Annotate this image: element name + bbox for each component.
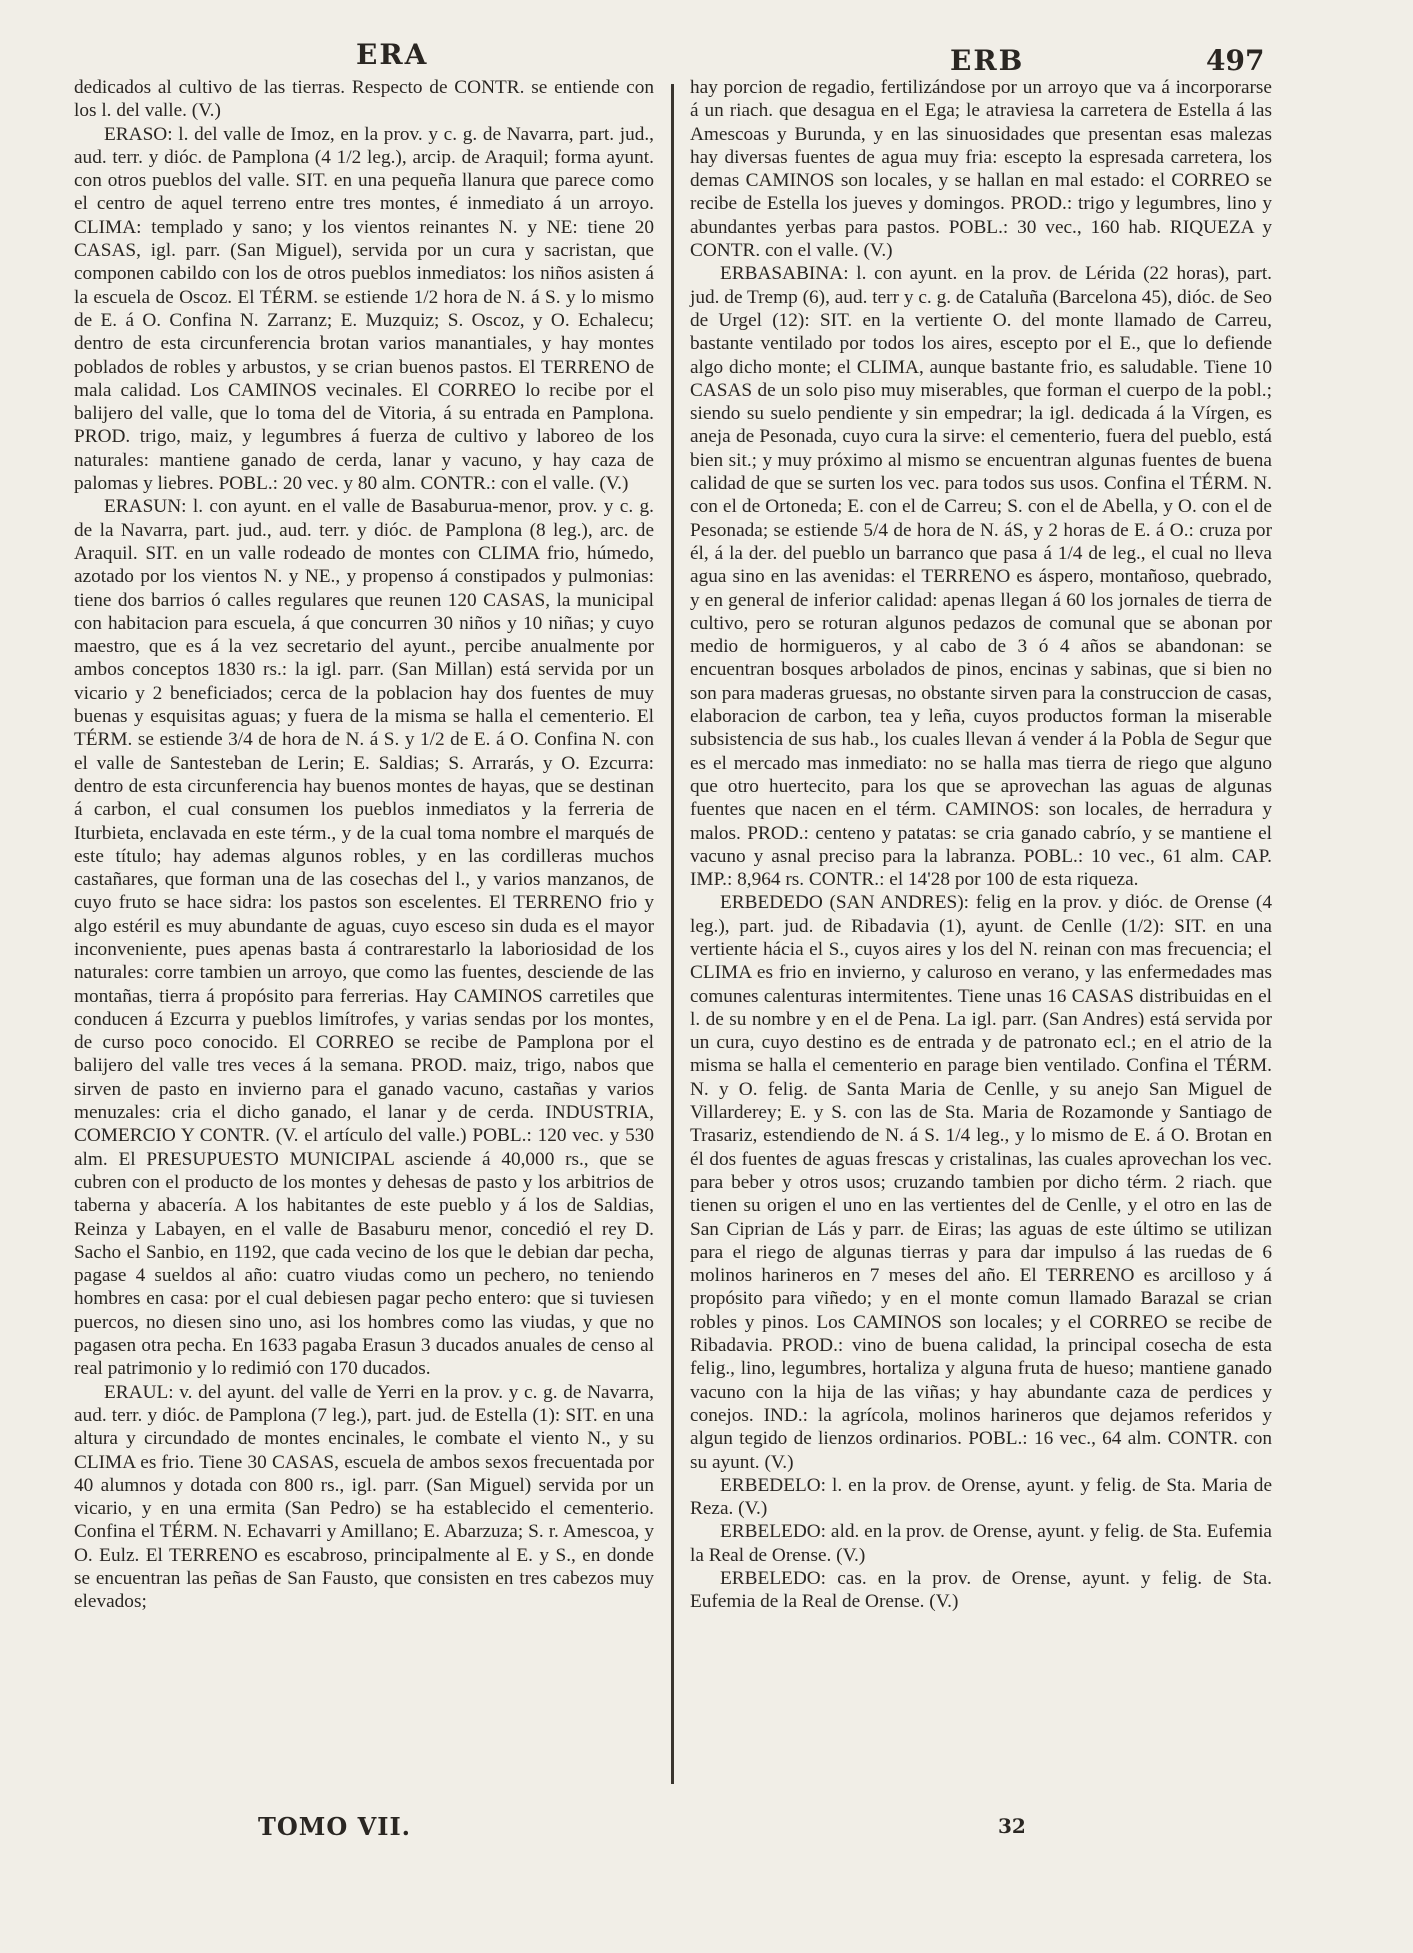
continued-paragraph: dedicados al cultivo de las tierras. Respecto de CONTR. se entiende con los l. del valle. (V.) bbox=[74, 77, 654, 122]
entry-eraso: ERASO: l. del valle de Imoz, en la prov. y c. g. de Navarra, part. jud., aud. terr. y dióc. de Pamplona (4 1/2 leg.), arcip. de Araquil; forma ayunt. con otros pueblos del valle. SIT. en una pequeña llanura que parece como el centro de aquel terreno entre tres montes, é inmediato á un arroyo. CLIMA: templado y sano; y los vientos reinantes N. y NE: tiene 20 CASAS, igl. parr. (San Miguel), servida por un cura y sacristan, que componen cabildo con los de otros pueblos inmediatos: los niños asisten á la escuela de Oscoz. El TÉRM. se estiende 1/2 hora de N. á S. y lo mismo de E. á O. Confina N. Zarranz; E. Muzquiz; S. Oscoz, y O. Echalecu; dentro de esta circunferencia brotan varios manantiales, y hay montes poblados de robles y arbustos, y se crian buenos pastos. El TERRENO de mala calidad. Los CAMINOS vecinales. El CORREO lo recibe por el balijero del valle, que lo toma del de Vitoria, á su entrada en Pamplona. PROD. trigo, maiz, y legumbres á fuerza de cultivo y laboreo de los naturales: mantiene ganado de cerda, lanar y vacuno, y hay caza de palomas y liebres. POBL.: 20 vec. y 80 alm. CONTR.: con el valle. (V.) bbox=[74, 123, 654, 495]
volume-label: TOMO VII. bbox=[258, 1812, 412, 1841]
entry-erbasabina: ERBASABINA: l. con ayunt. en la prov. de Lérida (22 horas), part. jud. de Tremp (6), aud. terr y c. g. de Cataluña (Barcelona 45), dióc. de Seo de Urgel (12): SIT. en la vertiente O. del monte llamado de Carreu, bastante ventilado por todos los aires, escepto por el E., que lo defiende algo dicho monte; el CLIMA, aunque bastante frio, es saludable. Tiene 10 CASAS de un solo piso muy miserables, que forman el cuerpo de la pobl.; siendo su suelo pendiente y sin empedrar; la igl. dedicada á la Vírgen, es aneja de Pesonada, cuyo cura la sirve: el cementerio, fuera del pueblo, está bien sit.; y muy próximo al mismo se encuentran algunas fuentes de buena calidad de que se surten los vec. para todos sus usos. Confina el TÉRM. N. con el de Ortoneda; E. con el de Carreu; S. con el de Abella, y O. con el de Pesonada; se estiende 5/4 de hora de N. áS, y 2 horas de E. á O.: cruza por él, á la der. del pueblo un barranco que pasa á 1/4 de leg., el cual no lleva agua sino en las avenidas: el TERRENO es áspero, montañoso, quebrado, y en general de inferior calidad: apenas llegan á 60 los jornales de tierra de cultivo, pero se roturan algunos pedazos de comunal que se abonan por medio de hormigueros, y al cabo de 3 ó 4 años se abandonan: se encuentran bosques arbolados de pinos, encinas y sabinas, que si bien no son para maderas gruesas, no obstante sirven para la construccion de casas, elaboracion de carbon, tea y leña, cuyos productos forman la miserable subsistencia de sus hab., los cuales llevan á vender á la Pobla de Segur que es el mercado mas inmediato: no se halla mas tierra de riego que alguno que otro huertecito, para los que se aprovechan las aguas de algunas fuentes que nacen en el térm. CAMINOS: son locales, de herradura y malos. PROD.: centeno y patatas: se cria ganado cabrío, y se mantiene el vacuno y asnal preciso para la labranza. POBL.: 10 vec., 61 alm. CAP. IMP.: 8,964 rs. CONTR.: el 14'28 por 100 de esta riqueza. bbox=[690, 263, 1272, 891]
continued-paragraph: hay porcion de regadio, fertilizándose por un arroyo que va á incorporarse á un riach. que desagua en el Ega; le atraviesa la carretera de Estella á las Amescoas y Burunda, y en las sinuosidades que presentan esas malezas hay diversas fuentes de agua muy fria: escepto la espresada carretera, los demas CAMINOS son locales, y se hallan en mal estado: el CORREO se recibe de Estella los jueves y domingos. PROD.: trigo y legumbres, lino y abundantes yerbas para pastos. POBL.: 30 vec., 160 hab. RIQUEZA y CONTR. con el valle. (V.) bbox=[690, 77, 1272, 262]
entry-erbeledo-cas: ERBELEDO: cas. en la prov. de Orense, ayunt. y felig. de Sta. Eufemia de la Real de Orense. (V.) bbox=[690, 1568, 1272, 1613]
right-column bbox=[690, 76, 1272, 1614]
entry-erbedelo: ERBEDELO: l. en la prov. de Orense, ayunt. y felig. de Sta. Maria de Reza. (V.) bbox=[690, 1474, 1272, 1520]
left-column bbox=[74, 76, 654, 1614]
entry-erbeledo-ald: ERBELEDO: ald. en la prov. de Orense, ayunt. y felig. de Sta. Eufemia la Real de Orense. (V.) bbox=[690, 1521, 1272, 1566]
column-divider bbox=[671, 84, 674, 1784]
signature-mark: 32 bbox=[998, 1814, 1026, 1838]
running-head-right: ERB bbox=[950, 44, 1025, 77]
entry-erasun: ERASUN: l. con ayunt. en el valle de Basaburua-menor, prov. y c. g. de la Navarra, part. jud., aud. terr. y dióc. de Pamplona (8 leg.), arc. de Araquil. SIT. en un valle rodeado de montes con CLIMA frio, húmedo, azotado por los vientos N. y NE., y propenso á constipados y pulmonias: tiene dos barrios ó calles regulares que reunen 120 CASAS, la municipal con habitacion para escuela, á que concurren 30 niños y 10 niñas; y cuyo maestro, que es á la vez secretario del ayunt., percibe anualmente por ambos conceptos 1830 rs.: la igl. parr. (San Millan) está servida por un vicario y 2 beneficiados; cerca de la poblacion hay dos fuentes de muy buenas y esquisitas aguas; y fuera de la misma se halla el cementerio. El TÉRM. se estiende 3/4 de hora de N. á S. y 1/2 de E. á O. Confina N. con el valle de Santesteban de Lerin; E. Saldias; S. Arrarás, y O. Ezcurra: dentro de esta circunferencia hay buenos montes de hayas, que se destinan á carbon, el cual consumen los pueblos inmediatos y la ferreria de Iturbieta, enclavada en este térm., y de la cual toma nombre el marqués de este título; hay ademas algunos robles, y en las cordilleras muchos castañares, que forman una de las cosechas del l., y varios manzanos, de cuyo fruto se hace sidra: los pastos son escelentes. El TERRENO frio y algo estéril es muy abundante de aguas, cuyo esceso sin duda es el mayor inconveniente, pues apenas basta á contrarestarlo la laboriosidad de los naturales: corre tambien un arroyo, que como las fuentes, desciende de las montañas, tierra á propósito para ferrerias. Hay CAMINOS carretiles que conducen á Ezcurra y pueblos limítrofes, y varias sendas por los montes, de curso poco conocido. El CORREO se recibe de Pamplona por el balijero del valle tres veces á la semana. PROD. maiz, trigo, nabos que sirven de pasto en invierno para el ganado vacuno, castañas y varios menuzales: cria el dicho ganado, el lanar y de cerda. INDUSTRIA, COMERCIO Y CONTR. (V. el artículo del valle.) POBL.: 120 vec. y 530 alm. El PRESUPUESTO MUNICIPAL asciende á 40,000 rs., que se cubren con el producto de los montes y dehesas de pasto y los arbitrios de taberna y abacería. A los habitantes de este pueblo y á los de Saldias, Reinza y Labayen, en el valle de Basaburu menor, concedió el rey D. Sacho el Sanbio, en 1192, que cada vecino de los que le debian dar pecha, pagase 4 sueldos al año: cuatro viudas como un pechero, no teniendo hombres en casa: por el cual debiesen pagar pecho entero: que si tuviesen puercos, no diesen sino uno, asi los hombres como las viudas, y que no pagasen otra pecha. En 1633 pagaba Erasun 3 ducados anuales de censo al real patrimonio y lo redimió con 170 ducados. bbox=[74, 496, 654, 1380]
running-head-left: ERA bbox=[356, 38, 429, 71]
entry-erbededo: ERBEDEDO (SAN ANDRES): felig en la prov. y dióc. de Orense (4 leg.), part. jud. de Ribadavia (1), ayunt. de Cenlle (1/2): SIT. en una vertiente hácia el S., cuyos aires y los del N. reinan con mas frecuencia; el CLIMA es frio en invierno, y caluroso en verano, y las enfermedades mas comunes calenturas intermitentes. Tiene unas 16 CASAS distribuidas en el l. de su nombre y en el de Pena. La igl. parr. (San Andres) está servida por un cura, cuyo destino es de entrada y de patronato ecl.; en el atrio de la misma se halla el cementerio en parage bien ventilado. Confina el TÉRM. N. y O. felig. de Santa Maria de Cenlle, y su anejo San Miguel de Villarderey; E. y S. con las de Sta. Maria de Rozamonde y Santiago de Trasariz, estendiendo de N. á S. 1/4 leg., y lo mismo de E. á O. Brotan en él dos fuentes de aguas frescas y cristalinas, las cuales aprovechan los vec. para beber y otros usos; cruzando tambien por dicho térm. 2 riach. que tienen su origen el uno en las vertientes del de Cenlle, y el otro en las de San Ciprian de Lás y parr. de Eiras; las aguas de este último se utilizan para el riego de algunas tierras y para dar impulso á las ruedas de 6 molinos harineros en 7 meses del año. El TERRENO es arcilloso y á propósito para viñedo; y en el monte comun llamado Barazal se crian robles y pinos. Los CAMINOS son locales; y el CORREO se recibe de Ribadavia. PROD.: vino de buena calidad, la principal cosecha de esta felig., lino, legumbres, hortaliza y alguna fruta de hueso; mantiene ganado vacuno con la hija de las viñas; y hay abundante caza de perdices y conejos. IND.: la agrícola, molinos harineros que dejamos referidos y algun tegido de lienzos ordinarios. POBL.: 16 vec., 64 alm. CONTR. con su ayunt. (V.) bbox=[690, 892, 1272, 1473]
page-number: 497 bbox=[1206, 44, 1265, 77]
entry-eraul: ERAUL: v. del ayunt. del valle de Yerri en la prov. y c. g. de Navarra, aud. terr. y dióc. de Pamplona (7 leg.), part. jud. de Estella (1): SIT. en una altura y circundado de montes encinales, le combate el viento N., y su CLIMA es frio. Tiene 30 CASAS, escuela de ambos sexos frecuentada por 40 alumnos y dotada con 800 rs., igl. parr. (San Miguel) servida por un vicario, y en una ermita (San Pedro) se ha establecido el cementerio. Confina el TÉRM. N. Echavarri y Amillano; E. Abarzuza; S. r. Amescoa, y O. Eulz. El TERRENO es escabroso, principalmente al E. y S., en donde se encuentran las peñas de San Fausto, que consisten en tres cabezos muy elevados; bbox=[74, 1381, 654, 1613]
